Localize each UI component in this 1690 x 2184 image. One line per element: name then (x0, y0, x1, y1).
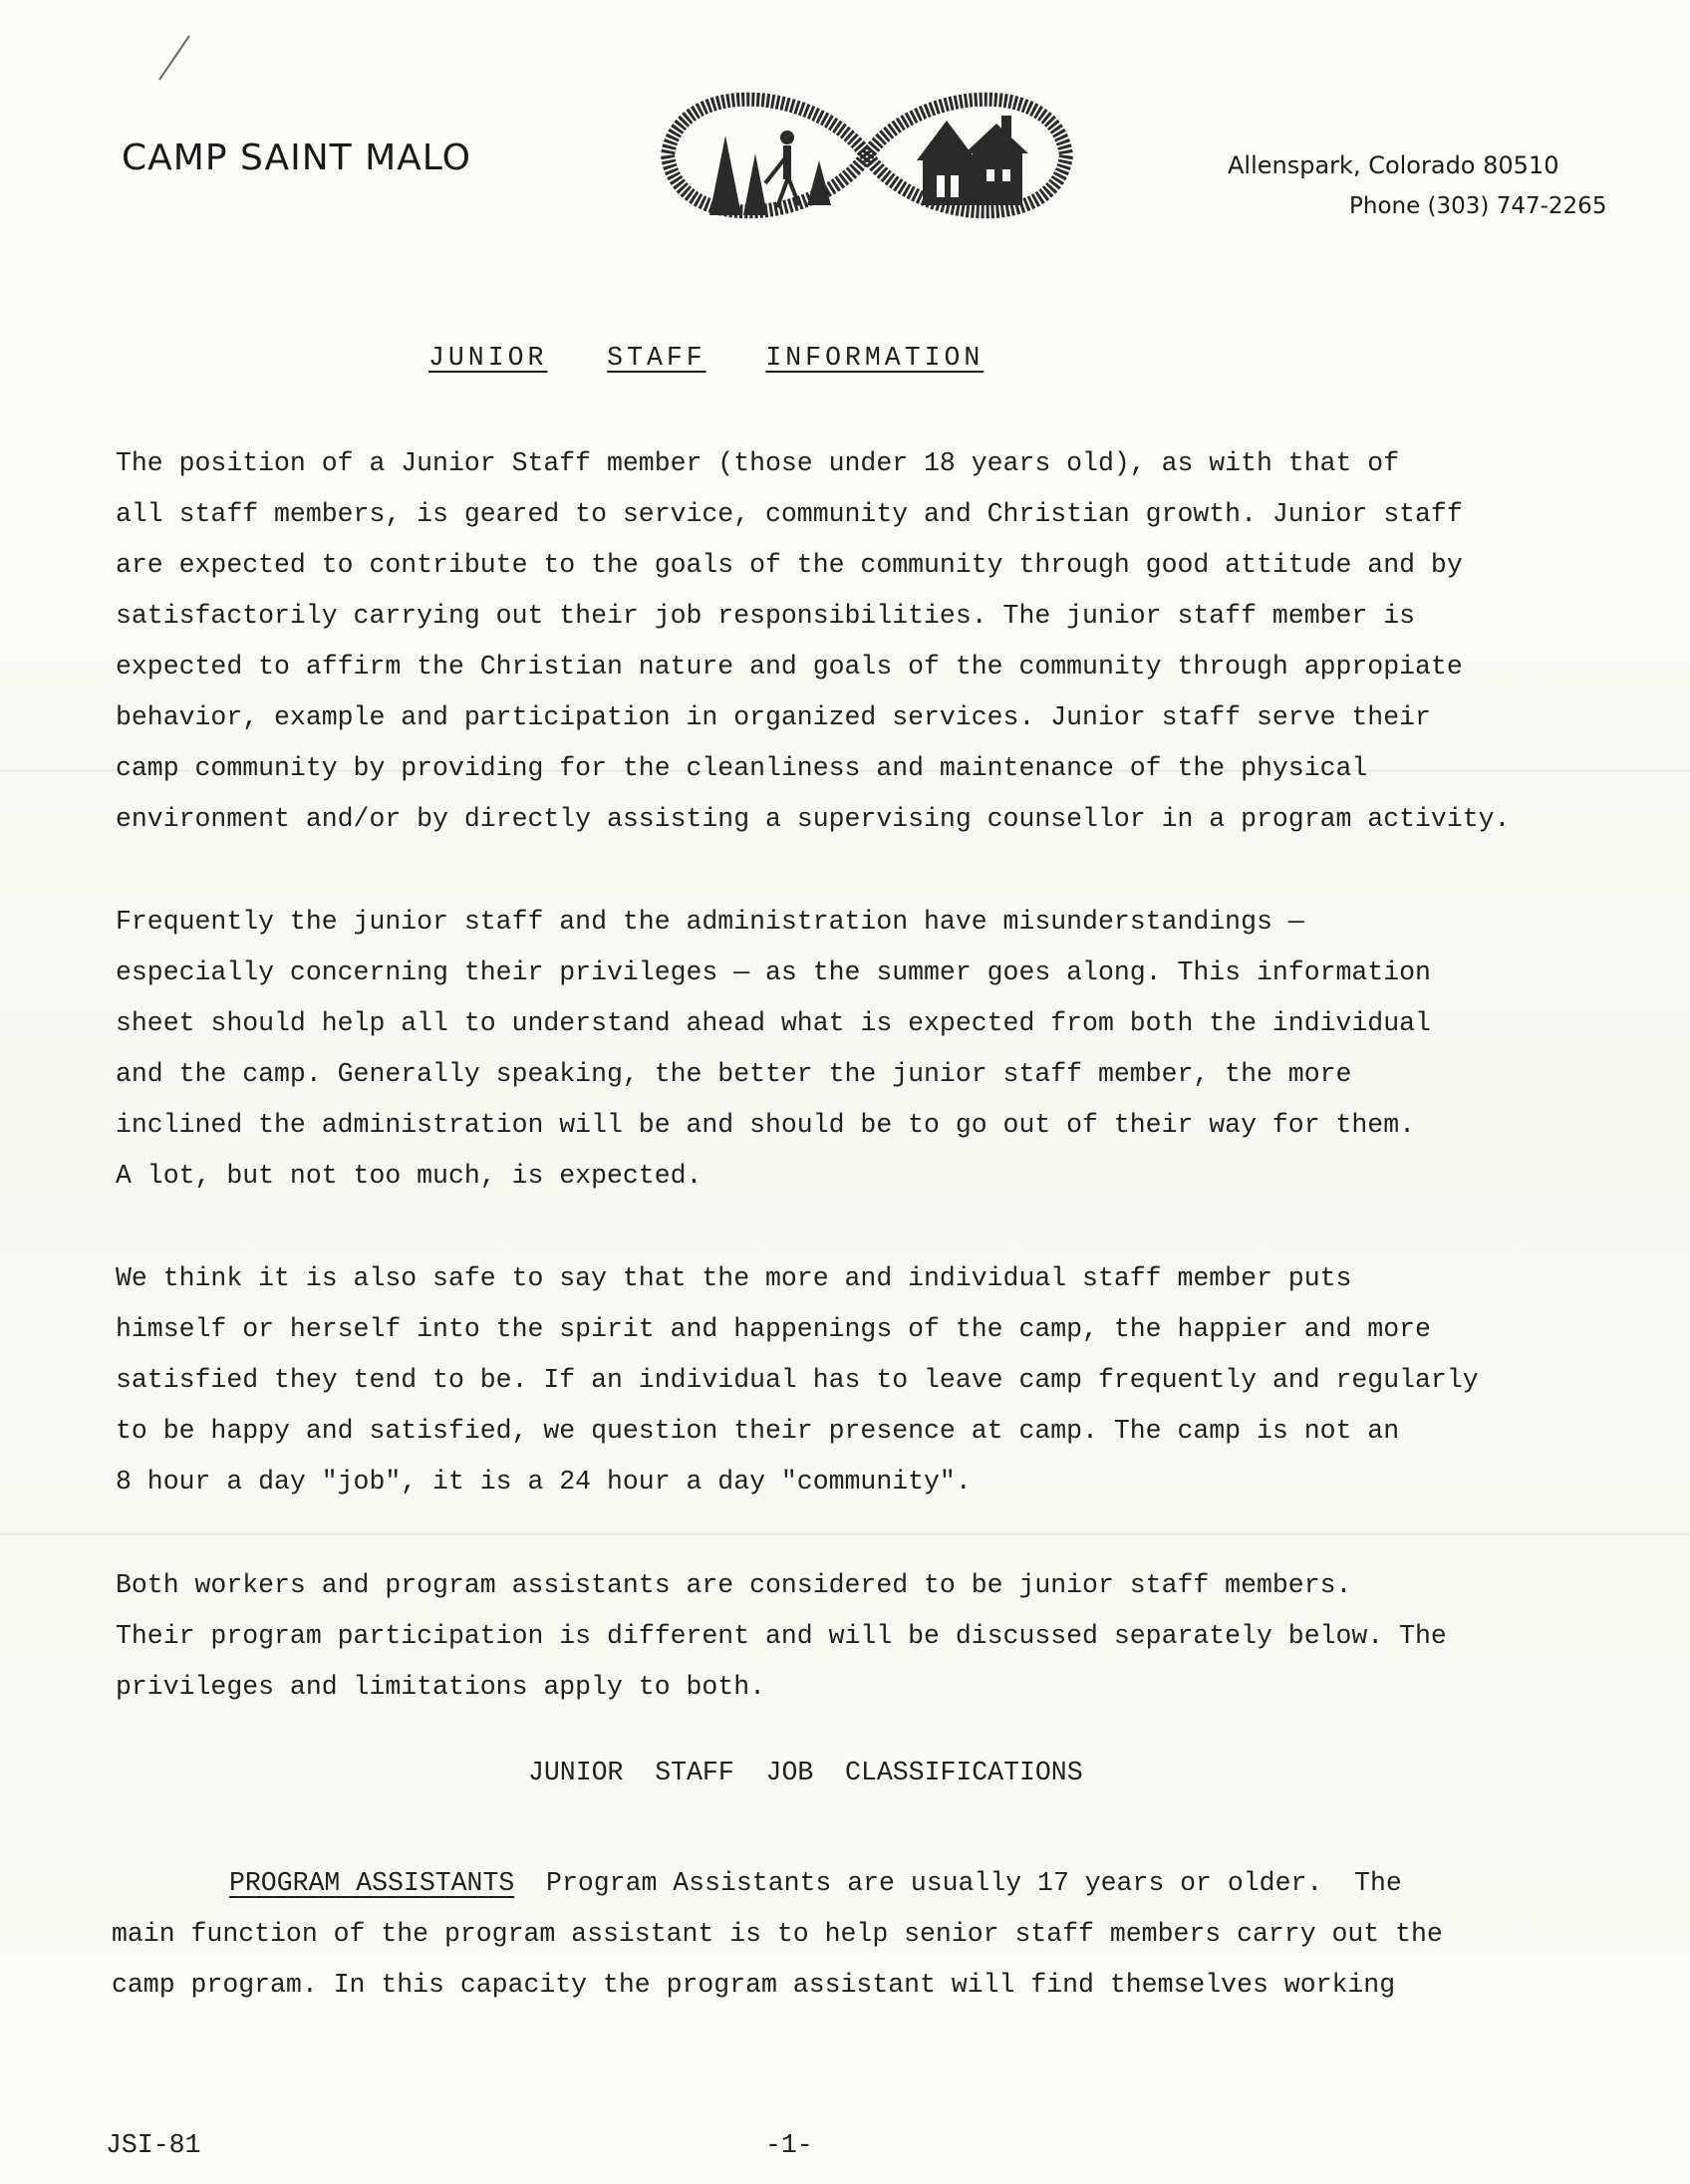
program-assistants-label: PROGRAM ASSISTANTS (229, 1868, 515, 1898)
title-word: STAFF (607, 343, 706, 373)
camp-address: Allenspark, Colorado 80510 (1228, 151, 1559, 179)
title-word: JUNIOR (428, 343, 548, 373)
paper-fold-line (0, 1532, 1690, 1535)
program-assistants-body: main function of the program assistant is to help senior staff members carry out the camp program. In this capacity the program assistant will find themselves working (112, 1919, 1443, 2000)
page-title (428, 343, 984, 373)
camp-phone: Phone (303) 747-2265 (1349, 193, 1607, 219)
paragraph: We think it is also safe to say that the more and individual staff member puts himself or herself into the spirit and happenings of the camp, the happier and more satisfied they tend to be. If an individual has to leave camp frequently and regularly to be happy and satisfied, we question their presence at camp. The camp is not an 8 hour a day "job", it is a 24 hour a day "community". (116, 1263, 1479, 1497)
document-code: JSI-81 (106, 2130, 201, 2160)
program-assistants-paragraph (112, 1858, 1646, 2011)
page-number: -1- (765, 2130, 813, 2160)
paragraph: The position of a Junior Staff member (those under 18 years old), as with that of all staff members, is geared to service, community and Christian growth. Junior staff are expected to contribute to the goals of the community through good attitude and by satisfactorily carrying out their job responsibilities. The junior staff member is expected to affirm the Christian nature and goals of the community through appropiate behavior, example and participation in organized services. Junior staff serve their camp community by providing for the cleanliness and maintenance of the physical environment and/or by directly assisting a supervising counsellor in a program activity. (116, 448, 1511, 834)
program-assistants-first-line: Program Assistants are usually 17 years or older. The (514, 1868, 1402, 1898)
camp-name: CAMP SAINT MALO (122, 137, 471, 178)
paragraph: Frequently the junior staff and the administration have misunderstandings — especially concerning their privileges — as the summer goes along. This information sheet should help all to understand ahead what is expected from both the individual and the camp. Generally speaking, the better the junior staff member, the more inclined the administration will be and should be to go out of their way for them. A lot, but not too much, is expected. (116, 907, 1431, 1191)
infinity-logo-hiker-and-chapel-icon (648, 66, 1086, 245)
paragraph: Both workers and program assistants are considered to be junior staff members. Their program participation is different and will be discussed separately below. The privileges and limitations apply to both. (116, 1570, 1447, 1702)
section-heading: JUNIOR STAFF JOB CLASSIFICATIONS (528, 1758, 1083, 1787)
title-word: INFORMATION (765, 343, 985, 373)
pencil-mark-icon (153, 34, 193, 84)
